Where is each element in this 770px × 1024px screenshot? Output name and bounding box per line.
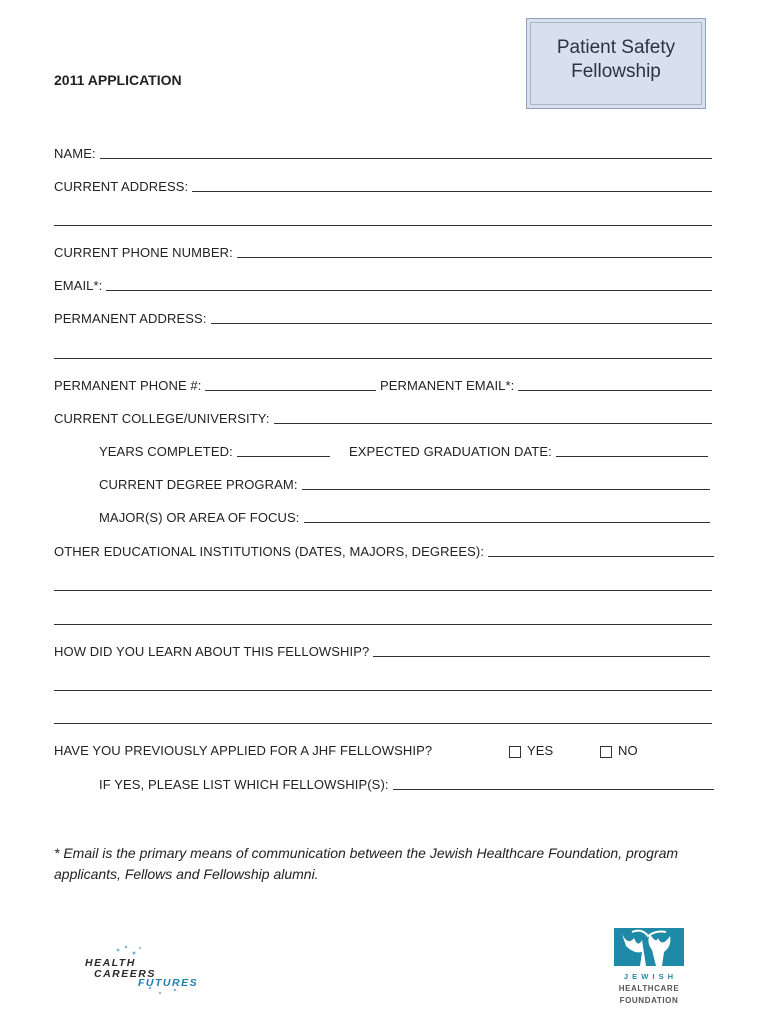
logo-careers-text: CAREERS <box>94 968 156 980</box>
which-fellowships-label: IF YES, PLEASE LIST WHICH FELLOWSHIP(S): <box>99 777 389 792</box>
permanent-address-field[interactable] <box>211 311 712 324</box>
how-learned-field[interactable] <box>373 644 710 657</box>
major-label: MAJOR(S) OR AREA OF FOCUS: <box>99 510 300 525</box>
degree-program-field[interactable] <box>302 477 710 490</box>
no-checkbox[interactable] <box>600 746 612 758</box>
email-row <box>54 278 712 293</box>
logo-health-text: HEALTH <box>85 957 136 969</box>
permanent-phone-field[interactable] <box>205 378 376 391</box>
fellowship-title-box <box>526 18 706 109</box>
logo-jewish-text: J E W I S H <box>623 972 675 981</box>
degree-program-row <box>99 477 710 492</box>
logo-futures-text: FUTURES <box>138 977 199 989</box>
no-option[interactable] <box>600 743 638 758</box>
current-phone-label: CURRENT PHONE NUMBER: <box>54 245 233 260</box>
permanent-phone-row <box>54 378 376 393</box>
current-address-field[interactable] <box>192 179 712 192</box>
major-row <box>99 510 710 525</box>
previously-applied-label: HAVE YOU PREVIOUSLY APPLIED FOR A JHF FELLOWSHIP? <box>54 743 433 758</box>
logo-foundation-text: FOUNDATION <box>619 996 679 1005</box>
college-row <box>54 411 712 426</box>
previously-applied-row <box>54 743 432 758</box>
yes-checkbox[interactable] <box>509 746 521 758</box>
how-learned-label: HOW DID YOU LEARN ABOUT THIS FELLOWSHIP? <box>54 644 370 659</box>
permanent-phone-label: PERMANENT PHONE #: <box>54 378 202 393</box>
permanent-email-row <box>380 378 712 393</box>
other-institutions-field-3[interactable] <box>54 624 712 625</box>
graduation-date-label: EXPECTED GRADUATION DATE: <box>349 444 552 459</box>
permanent-address-label: PERMANENT ADDRESS: <box>54 311 207 326</box>
name-label: NAME: <box>54 146 96 161</box>
years-completed-label: YEARS COMPLETED: <box>99 444 233 459</box>
current-phone-field[interactable] <box>237 245 712 258</box>
no-label: NO <box>618 743 638 758</box>
health-careers-futures-logo <box>80 940 220 1000</box>
permanent-email-field[interactable] <box>518 378 712 391</box>
major-field[interactable] <box>304 510 710 523</box>
how-learned-field-2[interactable] <box>54 690 712 691</box>
email-label: EMAIL*: <box>54 278 103 293</box>
yes-option[interactable] <box>509 743 553 758</box>
how-learned-field-3[interactable] <box>54 723 712 724</box>
permanent-address-row <box>54 311 712 326</box>
other-institutions-field-2[interactable] <box>54 590 712 591</box>
other-institutions-label: OTHER EDUCATIONAL INSTITUTIONS (DATES, MAJORS, DEGREES): <box>54 544 485 559</box>
current-address-row <box>54 179 712 194</box>
current-phone-row <box>54 245 712 260</box>
college-label: CURRENT COLLEGE/UNIVERSITY: <box>54 411 270 426</box>
other-institutions-row <box>54 544 714 559</box>
permanent-address-field-2[interactable] <box>54 358 712 359</box>
graduation-date-field[interactable] <box>556 444 708 457</box>
email-footnote: * Email is the primary means of communication between the Jewish Healthcare Foundation, program applicants, Fellows and Fellowship alumni. <box>54 845 679 882</box>
which-fellowships-field[interactable] <box>393 777 714 790</box>
years-completed-field[interactable] <box>237 444 330 457</box>
logo-healthcare-text: HEALTHCARE <box>618 984 680 993</box>
degree-program-label: CURRENT DEGREE PROGRAM: <box>99 477 298 492</box>
years-completed-row <box>99 444 330 459</box>
which-fellowships-row <box>99 777 714 792</box>
graduation-date-row <box>349 444 708 459</box>
email-field[interactable] <box>106 278 712 291</box>
jewish-healthcare-foundation-logo <box>612 928 688 1008</box>
fellowship-title: Patient Safety Fellowship <box>556 36 676 82</box>
how-learned-row <box>54 644 710 659</box>
logo-tree-icon <box>614 928 684 966</box>
current-address-field-2[interactable] <box>54 225 712 226</box>
college-field[interactable] <box>274 411 712 424</box>
name-row <box>54 146 712 161</box>
name-field[interactable] <box>100 146 712 159</box>
yes-label: YES <box>527 743 554 758</box>
application-title: 2011 APPLICATION <box>54 72 182 88</box>
other-institutions-field[interactable] <box>488 544 714 557</box>
current-address-label: CURRENT ADDRESS: <box>54 179 189 194</box>
permanent-email-label: PERMANENT EMAIL*: <box>380 378 515 393</box>
